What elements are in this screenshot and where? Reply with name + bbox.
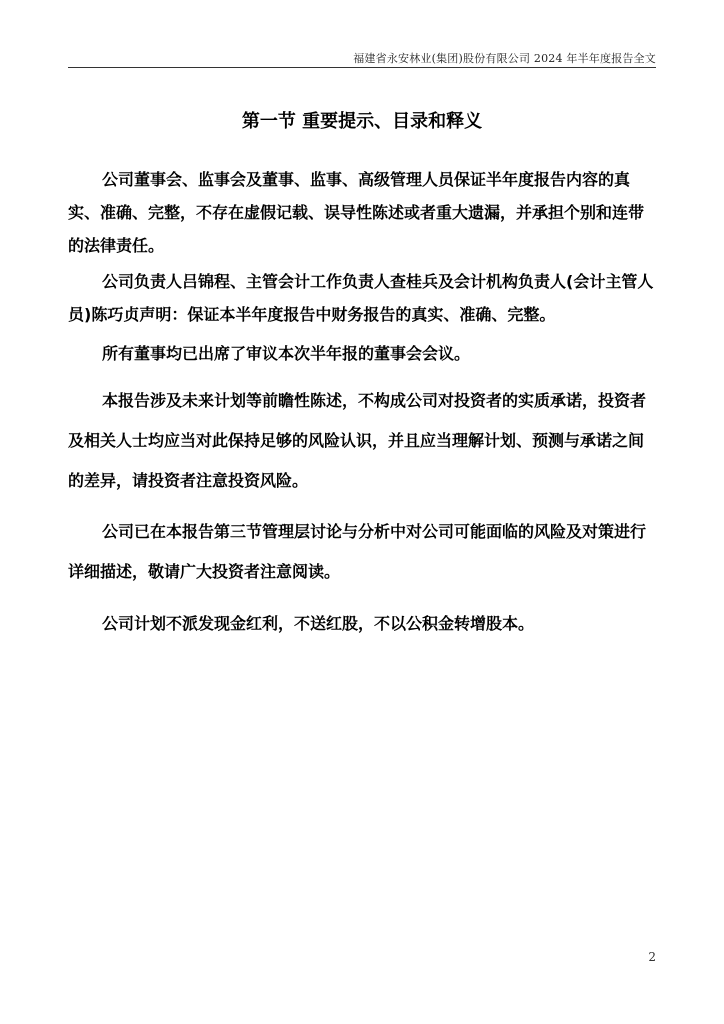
section-title: 第一节 重要提示、目录和释义: [241, 111, 483, 132]
paragraph-board-guarantee: 公司董事会、监事会及董事、监事、高级管理人员保证半年度报告内容的真实、准确、完整，不存在虚假记载、误导性陈述或者重大遗漏，并承担个别和连带的法律责任。: [68, 170, 645, 255]
header-divider: [68, 67, 656, 68]
page-number: 2: [648, 950, 656, 964]
paragraph-responsible-persons-statement: 公司负责人吕锦程、主管会计工作负责人查桂兵及会计机构负责人(会计主管人员)陈巧贞声明：保证本半年度报告中财务报告的真实、准确、完整。: [68, 272, 654, 324]
paragraph-forward-looking-statement: 本报告涉及未来计划等前瞻性陈述，不构成公司对投资者的实质承诺，投资者及相关人士均应当对此保持足够的风险认识，并且应当理解计划、预测与承诺之间的差异，请投资者注意投资风险。: [68, 391, 647, 490]
paragraph-risk-disclosure: 公司已在本报告第三节管理层讨论与分析中对公司可能面临的风险及对策进行详细描述，敬请广大投资者注意阅读。: [68, 522, 647, 581]
running-header: 福建省永安林业(集团)股份有限公司 2024 年半年度报告全文: [353, 52, 656, 65]
paragraph-dividend-plan: 公司计划不派发现金红利，不送红股，不以公积金转增股本。: [102, 614, 535, 633]
paragraph-directors-attendance: 所有董事均已出席了审议本次半年报的董事会会议。: [102, 344, 471, 363]
